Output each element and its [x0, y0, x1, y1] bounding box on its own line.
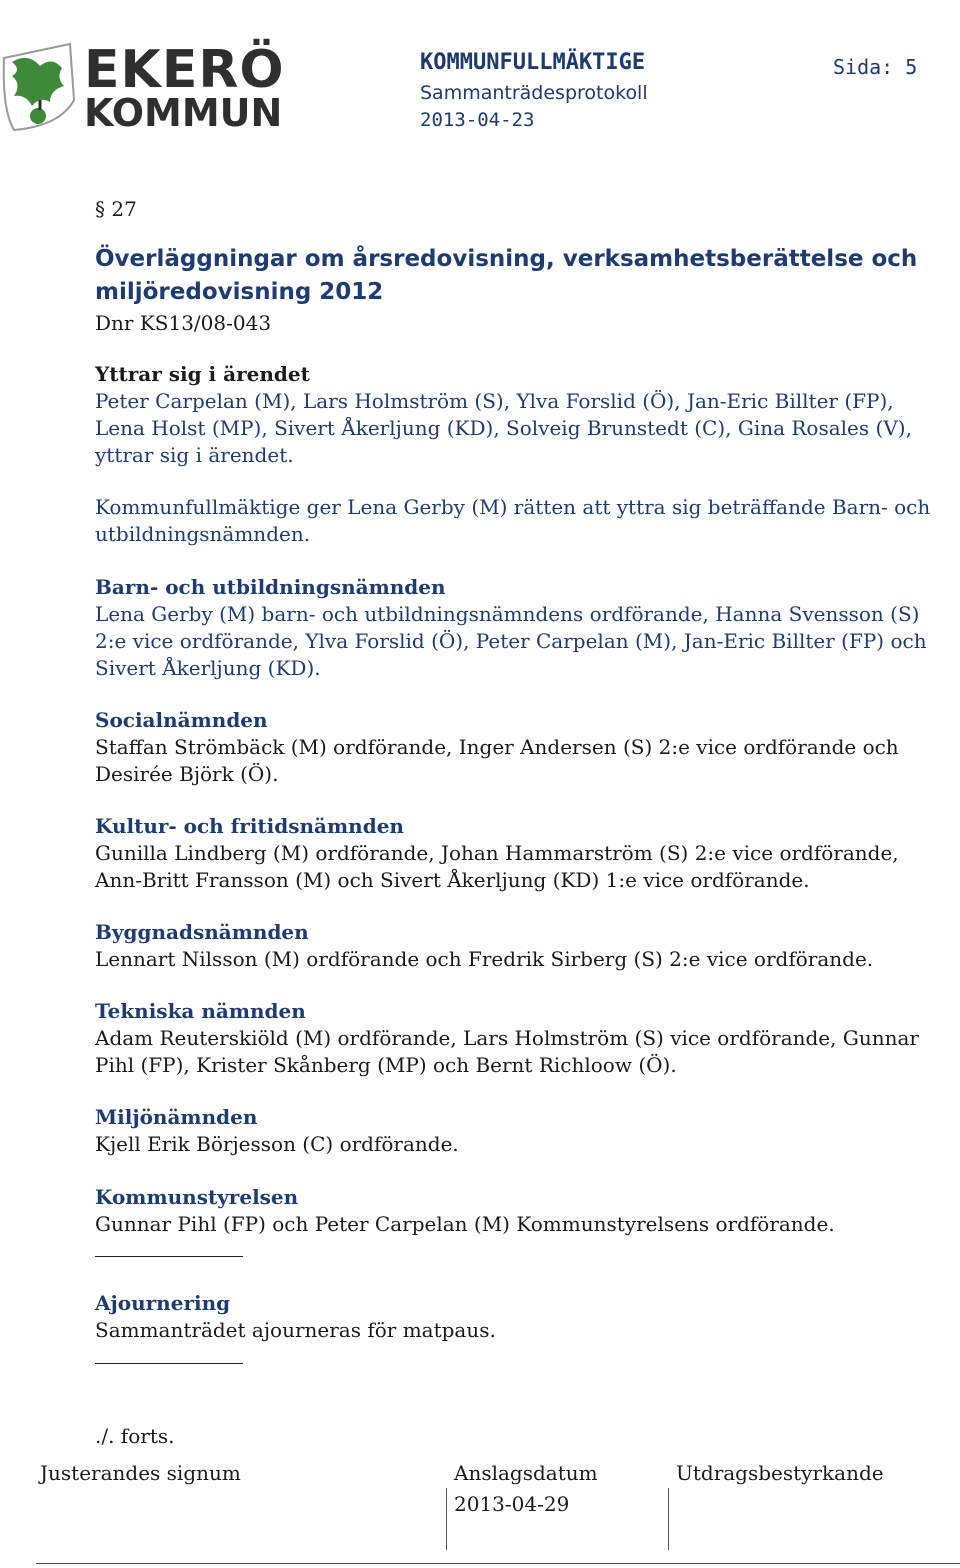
block-line: Staffan Strömbäck (M) ordförande, Inger Andersen (S) 2:e vice ordförande och [95, 735, 899, 759]
header-title: KOMMUNFULLMÄKTIGE [420, 50, 646, 75]
municipality-logo [0, 40, 285, 135]
footer-signum-label: Justerandes signum [40, 1461, 241, 1485]
block-line: Ann-Britt Fransson (M) och Sivert Åkerljung (KD) 1:e vice ordförande. [95, 868, 810, 892]
section-title-line2: miljöredovisning 2012 [95, 279, 384, 305]
footer-anslag-date: 2013-04-29 [454, 1492, 570, 1516]
logo-text-ekero: EKERÖ [84, 40, 285, 100]
divider [95, 1256, 243, 1257]
block-heading-bygg: Byggnadsnämnden [95, 920, 309, 944]
section-title-line1: Överläggningar om årsredovisning, verksamhetsberättelse och [95, 246, 918, 272]
block-line: yttrar sig i ärendet. [95, 443, 294, 467]
block-line: Sammanträdet ajourneras för matpaus. [95, 1318, 496, 1342]
continuation-note: ./. forts. [95, 1424, 175, 1448]
footer-divider [446, 1488, 447, 1550]
block-line: Adam Reuterskiöld (M) ordförande, Lars Holmström (S) vice ordförande, Gunnar [95, 1026, 919, 1050]
block-heading-social: Socialnämnden [95, 708, 268, 732]
block-heading-barn: Barn- och utbildningsnämnden [95, 575, 446, 599]
block-line: Sivert Åkerljung (KD). [95, 656, 321, 680]
block-line: Peter Carpelan (M), Lars Holmström (S), Ylva Forslid (Ö), Jan-Eric Billter (FP), [95, 389, 894, 413]
footer-bottom-line [36, 1563, 960, 1564]
block-line: Gunilla Lindberg (M) ordförande, Johan Hammarström (S) 2:e vice ordförande, [95, 841, 899, 865]
logo-text-kommun: KOMMUN [84, 91, 283, 135]
block-heading-ks: Kommunstyrelsen [95, 1185, 299, 1209]
block-heading-ajournering: Ajournering [95, 1291, 231, 1315]
block-line: 2:e vice ordförande, Ylva Forslid (Ö), Peter Carpelan (M), Jan-Eric Billter (FP) och [95, 629, 927, 653]
block-heading-yttrar: Yttrar sig i ärendet [95, 362, 310, 386]
block-line: Lennart Nilsson (M) ordförande och Fredrik Sirberg (S) 2:e vice ordförande. [95, 947, 874, 971]
block-line: Kjell Erik Börjesson (C) ordförande. [95, 1132, 459, 1156]
block-line: Pihl (FP), Krister Skånberg (MP) och Bernt Richloow (Ö). [95, 1053, 677, 1077]
footer-utdrag-label: Utdragsbestyrkande [676, 1461, 884, 1485]
header-subtitle: Sammanträdesprotokoll [420, 82, 648, 104]
block-heading-kultur: Kultur- och fritidsnämnden [95, 814, 404, 838]
footer-anslag-label: Anslagsdatum [454, 1461, 598, 1485]
block-line: Desirée Björk (Ö). [95, 762, 279, 786]
oak-leaf-icon [0, 40, 80, 132]
block-line: utbildningsnämnden. [95, 522, 311, 546]
block-line: Lena Holst (MP), Sivert Åkerljung (KD), Solveig Brunstedt (C), Gina Rosales (V), [95, 416, 912, 440]
block-heading-teknik: Tekniska nämnden [95, 999, 306, 1023]
block-line: Lena Gerby (M) barn- och utbildningsnämndens ordförande, Hanna Svensson (S) [95, 602, 920, 626]
section-number: § 27 [95, 197, 137, 221]
header-date: 2013-04-23 [420, 109, 535, 131]
dnr-number: Dnr KS13/08-043 [95, 311, 272, 335]
footer-divider [668, 1488, 669, 1550]
page-number: Sida: 5 [833, 55, 918, 79]
block-line: Gunnar Pihl (FP) och Peter Carpelan (M) Kommunstyrelsens ordförande. [95, 1212, 835, 1236]
divider [95, 1363, 243, 1364]
block-line: Kommunfullmäktige ger Lena Gerby (M) rätten att yttra sig beträffande Barn- och [95, 495, 931, 519]
block-heading-miljo: Miljönämnden [95, 1105, 258, 1129]
